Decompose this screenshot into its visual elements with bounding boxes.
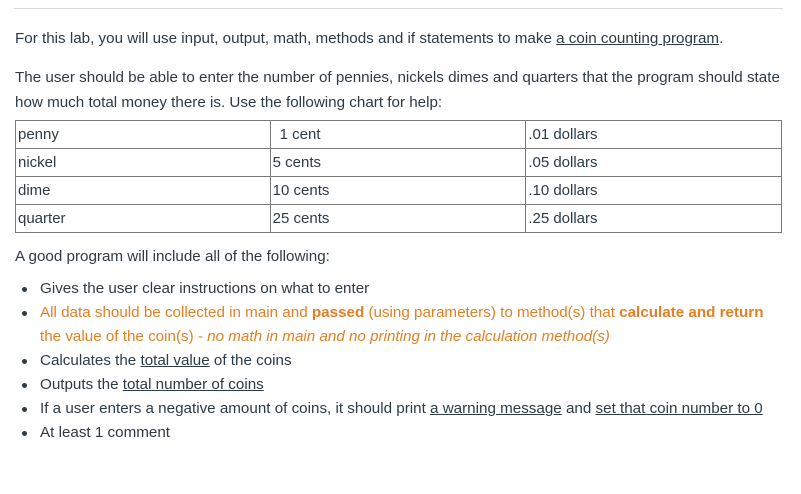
requirement-text: the value of the coin(s) - <box>40 328 208 345</box>
coin-value-table <box>15 120 782 233</box>
table-row <box>16 205 782 233</box>
list-item <box>40 373 787 397</box>
table-row <box>16 177 782 205</box>
dollars-cell: .10 dollars <box>526 177 782 205</box>
cents-cell: 25 cents <box>270 205 526 233</box>
list-item <box>40 277 787 301</box>
list-item <box>40 349 787 373</box>
total-coins-link: total number of coins <box>122 376 264 393</box>
requirement-text: of the coins <box>209 352 292 369</box>
table-row <box>16 121 782 149</box>
requirement-instructions: Gives the user clear instructions on what to enter <box>40 280 370 297</box>
dollars-cell: .01 dollars <box>526 121 782 149</box>
cents-cell: 5 cents <box>270 149 526 177</box>
coin-name-cell: quarter <box>16 205 271 233</box>
dollars-cell: .05 dollars <box>526 149 782 177</box>
requirement-comment: At least 1 comment <box>40 424 170 441</box>
requirements-heading: A good program will include all of the following: <box>15 248 330 265</box>
requirement-text: Calculates the <box>40 352 141 369</box>
requirement-text: If a user enters a negative amount of coins, it should print <box>40 400 431 417</box>
intro-paragraph <box>15 26 787 51</box>
instructions-paragraph: The user should be able to enter the number of pennies, nickels dimes and quarters that the program should state how much total money there is. Use the following chart for help: <box>15 69 780 111</box>
dollars-cell: .25 dollars <box>526 205 782 233</box>
table-row <box>16 149 782 177</box>
set-coin-zero-link: set that coin number to 0 <box>595 400 763 417</box>
coin-name-cell: penny <box>16 121 271 149</box>
list-item <box>40 397 787 421</box>
intro-period: . <box>719 30 724 47</box>
requirement-text: and <box>561 400 596 417</box>
requirement-bold-passed: passed <box>311 304 365 321</box>
list-item <box>40 301 787 349</box>
cents-cell <box>270 121 526 149</box>
coin-name-cell: nickel <box>16 149 271 177</box>
requirement-italic-note: no math in main and no printing in the calculation method(s) <box>207 328 610 345</box>
requirement-text: All data should be collected in main and <box>40 304 312 321</box>
intro-text: For this lab, you will use input, output, math, methods and if statements to make <box>15 30 557 47</box>
coin-program-link: a coin counting program <box>556 30 720 47</box>
total-value-link: total value <box>140 352 210 369</box>
top-divider <box>14 8 783 9</box>
list-item <box>40 421 787 445</box>
requirement-text: (using parameters) to method(s) that <box>364 304 620 321</box>
warning-message-link: a warning message <box>430 400 562 417</box>
requirement-bold-calculate: calculate and return <box>619 304 764 321</box>
cents-cell: 10 cents <box>270 177 526 205</box>
assignment-body <box>15 26 787 445</box>
requirement-text: Outputs the <box>40 376 123 393</box>
coin-name-cell: dime <box>16 177 271 205</box>
requirements-list <box>15 277 787 445</box>
cents-value: 1 cent <box>279 126 321 143</box>
